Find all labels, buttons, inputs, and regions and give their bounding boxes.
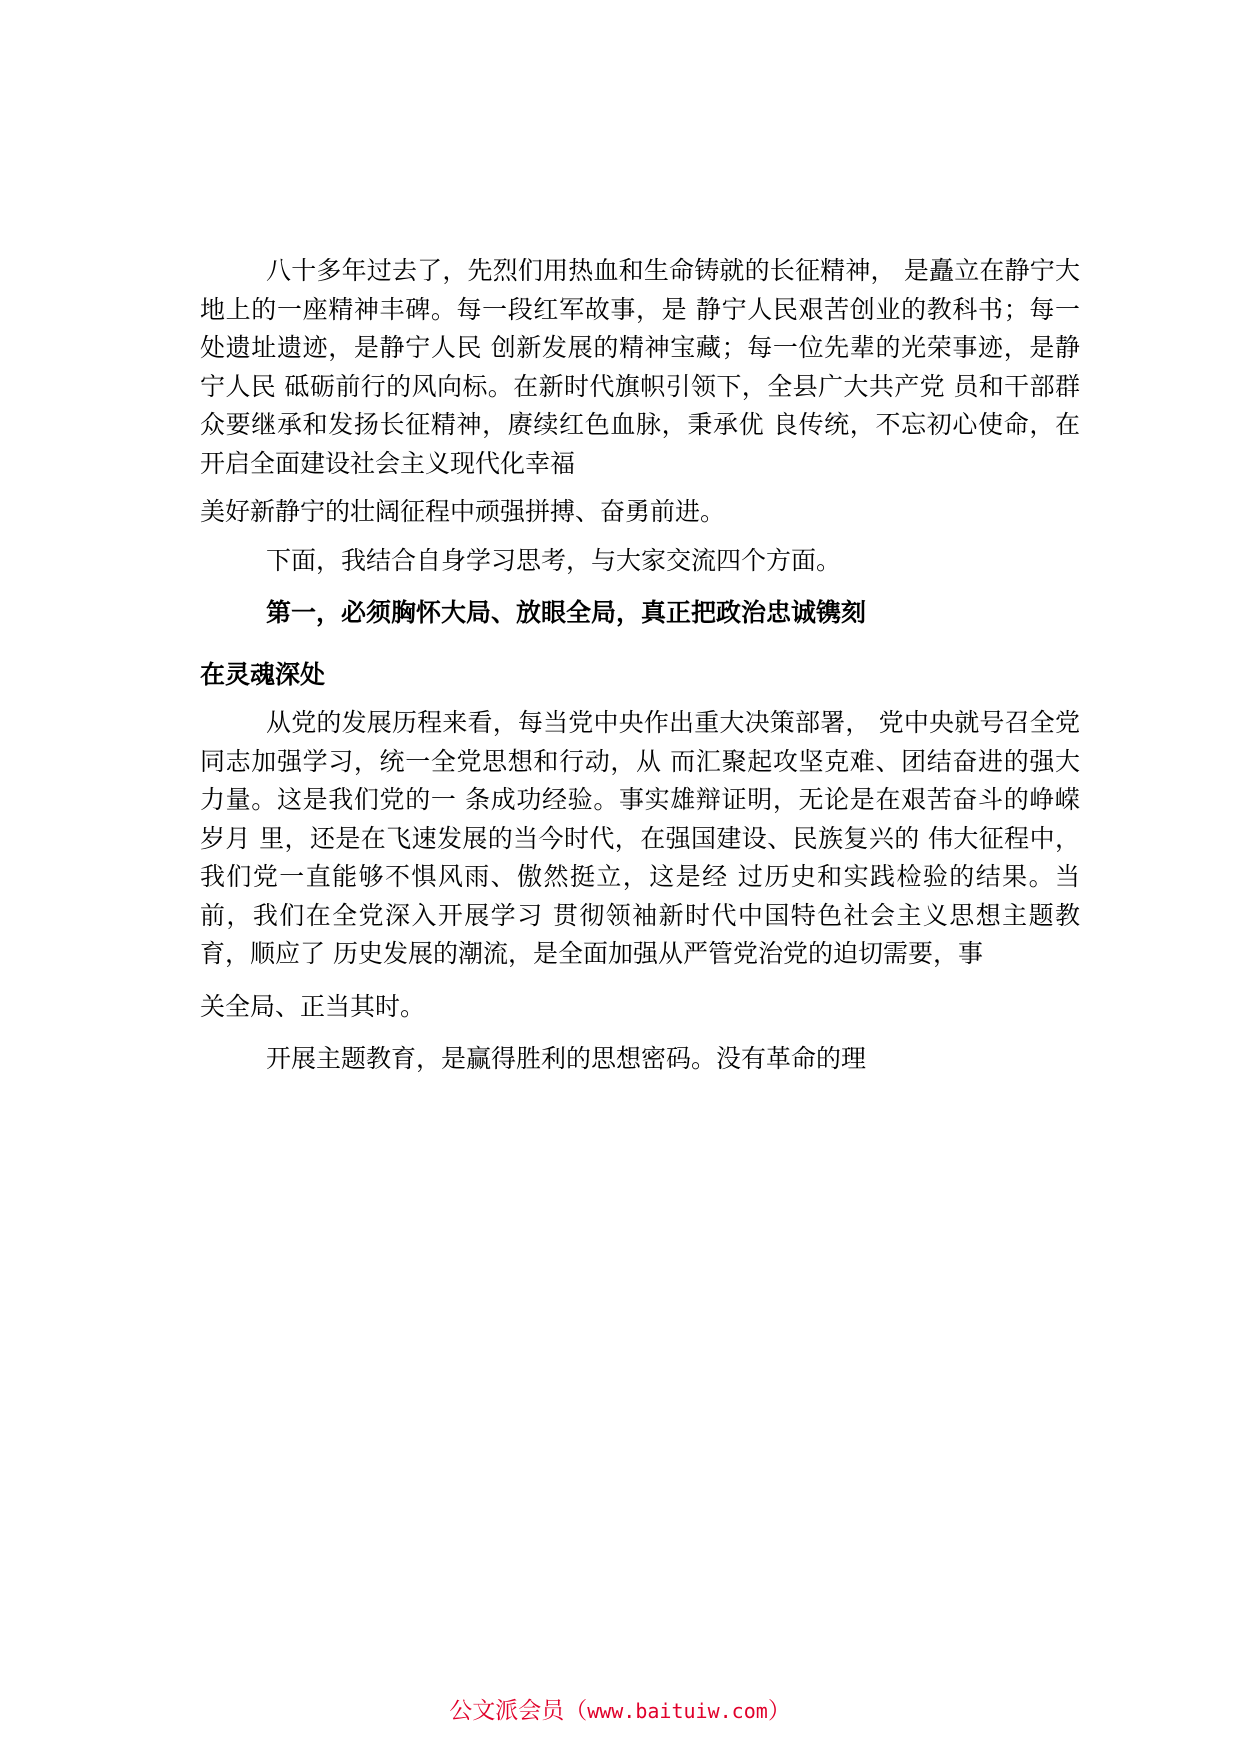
document-body — [200, 252, 1080, 1079]
paragraph: 八十多年过去了，先烈们用热血和生命铸就的长征精神， 是矗立在静宁大地上的一座精神丰碑。每一段红军故事，是 静宁人民艰苦创业的教科书；每一处遗址遗迹，是静宁人民 创新发展的精神宝藏；每一位先辈的光荣事迹，是静宁人民 砥砺前行的风向标。在新时代旗帜引领下，全县广大共产党 员和干部群众要继承和发扬长征精神，赓续红色血脉，秉承优 良传统，不忘初心使命，在开启全面建设社会主义现代化幸福 — [200, 256, 1080, 478]
paragraph-continuation: 美好新静宁的壮阔征程中顽强拼搏、奋勇前进。 — [200, 497, 726, 526]
section-heading: 第一，必须胸怀大局、放眼全局，真正把政治忠诚镌刻 — [266, 598, 867, 627]
paragraph: 开展主题教育，是赢得胜利的思想密码。没有革命的理 — [266, 1044, 867, 1073]
footer-url[interactable]: www.baituiw.com — [587, 1699, 768, 1723]
section-heading-continuation: 在灵魂深处 — [200, 660, 326, 689]
footer-close: ） — [767, 1698, 791, 1724]
footer-watermark — [0, 1696, 1240, 1726]
footer-brand: 公文派会员（ — [449, 1698, 588, 1724]
paragraph: 从党的发展历程来看，每当党中央作出重大决策部署， 党中央就号召全党同志加强学习，统一全党思想和行动，从 而汇聚起攻坚克难、团结奋进的强大力量。这是我们党的一 条成功经验。事实雄辩证明，无论是在艰苦奋斗的峥嵘岁月 里，还是在飞速发展的当今时代，在强国建设、民族复兴的 伟大征程中，我们党一直能够不惧风雨、傲然挺立，这是经 过历史和实践检验的结果。当前，我们在全党深入开展学习 贯彻领袖新时代中国特色社会主义思想主题教育，顺应了 历史发展的潮流，是全面加强从严管党治党的迫切需要，事 — [200, 708, 1080, 968]
paragraph-continuation: 关全局、正当其时。 — [200, 991, 426, 1021]
paragraph: 下面，我结合自身学习思考，与大家交流四个方面。 — [266, 545, 842, 575]
